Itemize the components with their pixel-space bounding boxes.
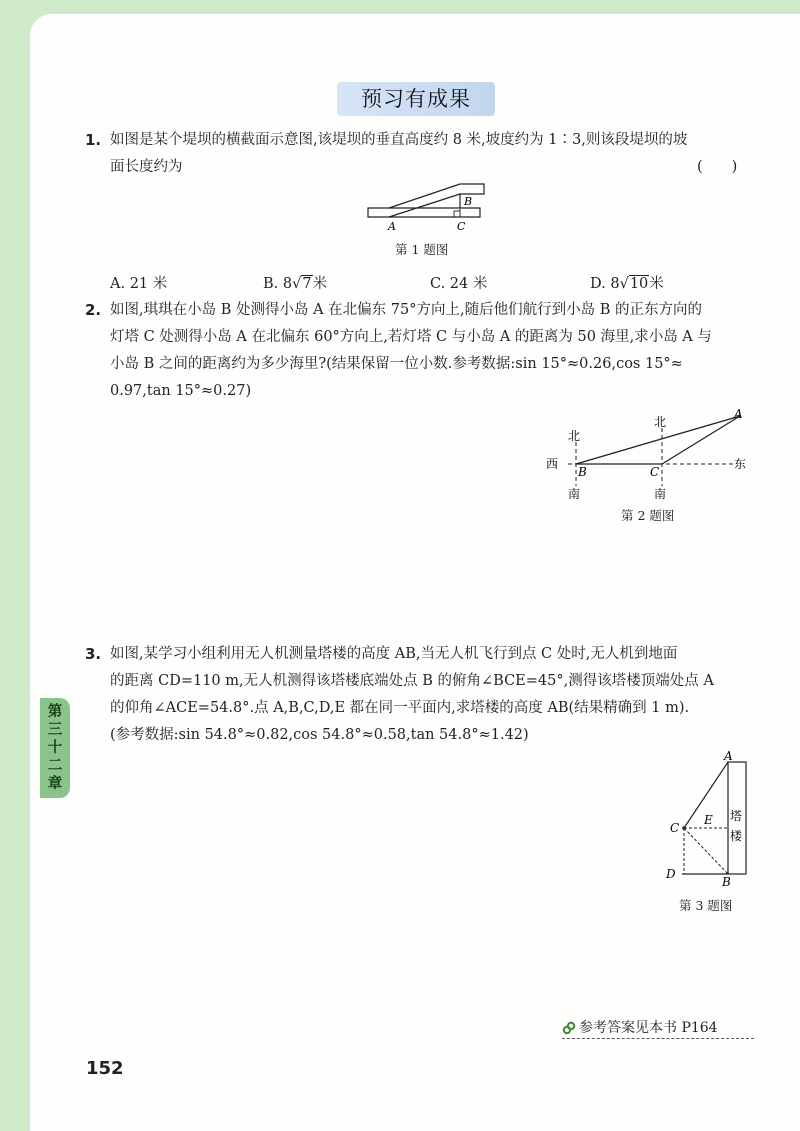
q1-option-b [263, 272, 327, 296]
q1-option-b-suffix: 米 [312, 276, 328, 292]
q2-figure-caption: 第 2 题图 [621, 508, 675, 523]
chapter-tab [40, 698, 70, 798]
radical-sign-icon: √ [292, 276, 302, 292]
q2-label-b: B [578, 465, 587, 479]
q2-label-a: A [734, 407, 743, 421]
q1-label-a: A [388, 220, 396, 233]
q1-option-b-radicand: 7 [302, 276, 312, 292]
chapter-tab-char: 十 [47, 740, 63, 756]
q2-number: 2. [85, 301, 102, 319]
q2-label-south-1: 南 [568, 487, 581, 500]
q1-number: 1. [85, 131, 102, 149]
page-number: 152 [86, 1058, 124, 1079]
q3-line4: (参考数据:sin 54.8°≈0.82,cos 54.8°≈0.58,tan 54.8°≈1.42) [110, 727, 529, 743]
q3-label-e: E [704, 813, 713, 827]
q2-line1: 如图,琪琪在小岛 B 处测得小岛 A 在北偏东 75°方向上,随后他们航行到小岛 B 的正东方向的 [110, 302, 702, 318]
q1-figure-caption: 第 1 题图 [395, 242, 449, 257]
q1-figure [360, 178, 490, 234]
section-title: 预习有成果 [337, 82, 495, 116]
radical-sign-icon: √ [619, 276, 629, 292]
q1-option-d-suffix: 米 [649, 276, 664, 292]
q2-label-south-2: 南 [654, 487, 667, 500]
q3-label-tower-2: 楼 [730, 829, 743, 843]
q1-option-d-radicand: 10 [629, 276, 649, 292]
q1-label-b: B [464, 195, 473, 208]
link-icon [562, 1021, 576, 1035]
q1-option-b-prefix: B. 8 [263, 276, 293, 292]
q1-label-c: C [457, 220, 466, 233]
q3-label-tower-1: 塔 [730, 809, 743, 823]
q3-figure-caption: 第 3 题图 [679, 898, 733, 913]
q2-figure [540, 400, 755, 500]
q3-line3: 的仰角∠ACE=54.8°.点 A,B,C,D,E 都在同一平面内,求塔楼的高度 AB(结果精确到 1 m). [110, 700, 690, 716]
q3-figure [660, 748, 760, 888]
chapter-tab-char: 三 [47, 722, 63, 738]
q2-line2: 灯塔 C 处测得小岛 A 在北偏东 60°方向上,若灯塔 C 与小岛 A 的距离为 50 海里,求小岛 A 与 [110, 329, 712, 345]
q3-label-c: C [670, 821, 680, 835]
q1-option-d-prefix: D. 8 [590, 276, 620, 292]
chapter-tab-char: 章 [47, 776, 63, 792]
q3-label-a: A [724, 749, 733, 763]
q1-option-d [590, 272, 664, 296]
q3-number: 3. [85, 645, 102, 663]
q2-label-west: 西 [546, 457, 559, 471]
answer-reference [562, 1017, 762, 1039]
q2-line4: 0.97,tan 15°≈0.27) [110, 383, 252, 399]
q1-option-a: A. 21 米 [110, 276, 168, 292]
q1-line2: 面长度约为 [110, 159, 183, 175]
q1-answer-paren: ( ) [697, 159, 738, 175]
q2-label-c: C [650, 465, 660, 479]
q2-line3: 小岛 B 之间的距离约为多少海里?(结果保留一位小数.参考数据:sin 15°≈0.26,cos 15°≈ [110, 356, 683, 372]
q3-label-b: B [722, 875, 731, 888]
q3-label-d: D [666, 867, 676, 881]
q1-option-c: C. 24 米 [430, 276, 488, 292]
chapter-tab-char: 二 [47, 758, 63, 774]
answer-reference-underline [562, 1038, 754, 1039]
q3-line1: 如图,某学习小组利用无人机测量塔楼的高度 AB,当无人机飞行到点 C 处时,无人机到地面 [110, 646, 678, 662]
q3-line2: 的距离 CD=110 m,无人机测得该塔楼底端处点 B 的俯角∠BCE=45°,测得该塔楼顶端处点 A [110, 673, 714, 689]
q2-label-north-2: 北 [654, 415, 667, 429]
answer-reference-text: 参考答案见本书 P164 [579, 1020, 718, 1036]
q2-label-east: 东 [734, 457, 747, 471]
q1-line1: 如图是某个堤坝的横截面示意图,该堤坝的垂直高度约 8 米,坡度约为 1∶3,则该段堤坝的坡 [110, 132, 688, 148]
q2-label-north-1: 北 [568, 429, 581, 443]
chapter-tab-char: 第 [47, 704, 63, 720]
